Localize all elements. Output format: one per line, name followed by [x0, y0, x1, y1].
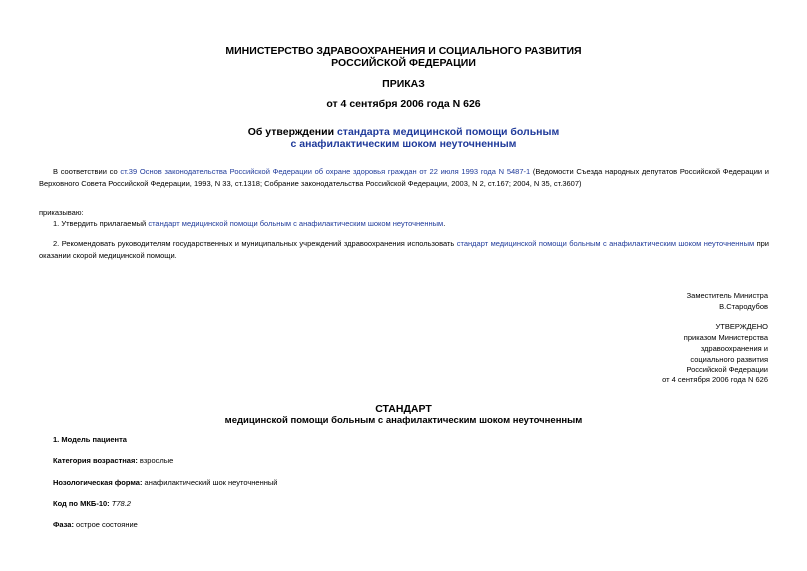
- intro-suffix: (Ведомости Съезда народных депутатов Российской Федерации и Верховного Совета Российской Федерации, 1993, N 33, ст.1318; Собрание законодательства Российской Федерации, 2003, N 2, ст.167; 2004, N 35, ст.3607): [39, 167, 769, 188]
- approval-line-5: Российской Федерации: [686, 365, 768, 374]
- approval-line-2: приказом Министерства: [683, 333, 768, 342]
- order-item-2: [39, 238, 769, 262]
- nosology-label: Нозологическая форма:: [53, 478, 143, 487]
- phase-label: Фаза:: [53, 520, 74, 529]
- document-title-line2: [0, 138, 807, 150]
- ministry-name-line1: МИНИСТЕРСТВО ЗДРАВООХРАНЕНИЯ И СОЦИАЛЬНОГО РАЗВИТИЯ: [225, 45, 582, 57]
- title-link-part1[interactable]: стандарта медицинской помощи больным: [336, 126, 560, 138]
- nosology-form: [53, 477, 277, 489]
- icd-value: T78.2: [109, 499, 131, 508]
- order-item-2-prefix: 2. Рекомендовать руководителям государственных и муниципальных учреждений здравоохранения использовать: [53, 239, 457, 248]
- document-type: ПРИКАЗ: [382, 78, 425, 90]
- title-prefix: Об утверждении: [247, 126, 337, 138]
- age-category-label: Категория возрастная:: [53, 456, 138, 465]
- approval-line-4: социального развития: [690, 355, 768, 364]
- signature-position: Заместитель Министра: [686, 291, 768, 300]
- order-item-1-suffix: .: [443, 219, 446, 228]
- age-category-value: взрослые: [137, 456, 174, 465]
- standard-subtitle: медицинской помощи больным с анафилактическим шоком неуточненным: [224, 415, 583, 426]
- intro-paragraph: [39, 166, 769, 190]
- standard-title: СТАНДАРТ: [375, 403, 432, 415]
- order-item-2-suffix: при оказании скорой медицинской помощи.: [39, 239, 769, 260]
- order-item-1-prefix: 1. Утвердить прилагаемый: [53, 219, 149, 228]
- phase: [53, 519, 138, 531]
- approval-line-1: УТВЕРЖДЕНО: [715, 322, 768, 331]
- order-item-1: [39, 218, 769, 230]
- document-title-line1: [0, 126, 807, 138]
- standard-link-2[interactable]: стандарт медицинской помощи больным с анафилактическим шоком неуточненным: [456, 239, 755, 248]
- approval-line-3: здравоохранения и: [700, 344, 768, 353]
- signature-name: В.Стародубов: [719, 302, 768, 311]
- law-article-link[interactable]: ст.39 Основ законодательства Российской Федерации об охране здоровья граждан от 22 июля 1993 года N 5487-1: [120, 167, 531, 176]
- document-date: от 4 сентября 2006 года N 626: [326, 98, 481, 110]
- icd-code: [53, 498, 131, 510]
- age-category: [53, 455, 173, 467]
- nosology-value: анафилактический шок неуточненный: [142, 478, 278, 487]
- section-patient-model: 1. Модель пациента: [53, 435, 127, 444]
- order-word: приказываю:: [39, 208, 84, 217]
- standard-link-1[interactable]: стандарт медицинской помощи больным с анафилактическим шоком неуточненным: [148, 219, 444, 228]
- title-link-part2[interactable]: с анафилактическим шоком неуточненным: [290, 138, 517, 150]
- icd-label: Код по МКБ-10:: [53, 499, 110, 508]
- intro-prefix: В соответствии со: [53, 167, 121, 176]
- ministry-name-line2: РОССИЙСКОЙ ФЕДЕРАЦИИ: [331, 57, 476, 69]
- approval-line-6: от 4 сентября 2006 года N 626: [662, 375, 768, 384]
- phase-value: острое состояние: [73, 520, 138, 529]
